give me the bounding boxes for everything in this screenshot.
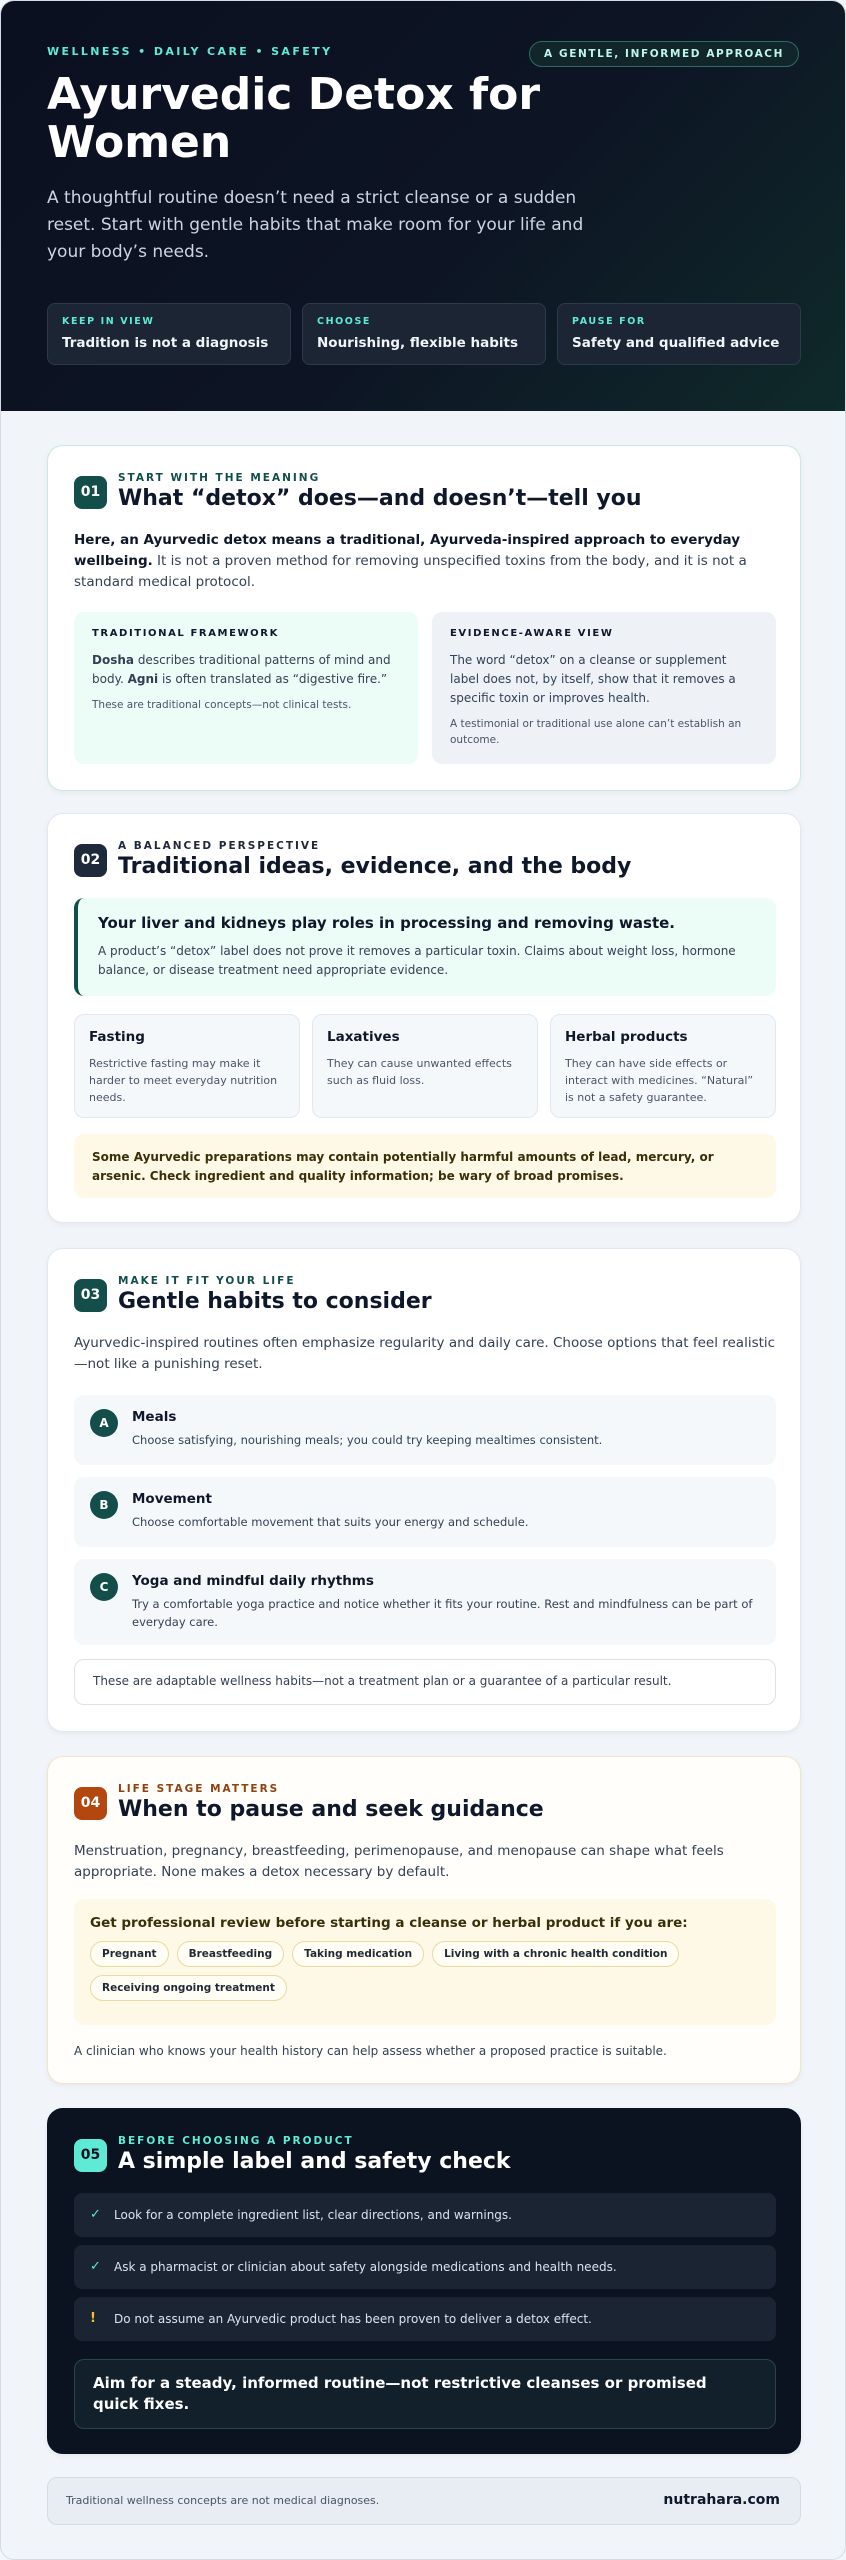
section-life-stage xyxy=(47,1756,801,2084)
habit-title: Yoga and mindful daily rhythms xyxy=(132,1573,374,1589)
check-text: Ask a pharmacist or clinician about safety alongside medications and health needs. xyxy=(114,2260,617,2274)
section-title: What “detox” does—and doesn’t—tell you xyxy=(118,486,642,511)
heavy-metals-warning: Some Ayurvedic preparations may contain potentially harmful amounts of lead, mercury, or arsenic. Check ingredient and quality information; be wary of broad promises. xyxy=(74,1134,776,1198)
hero-pill: A GENTLE, INFORMED APPROACH xyxy=(529,41,799,67)
section-intro: Menstruation, pregnancy, breastfeeding, perimenopause, and menopause can shape what feels appropriate. None makes a detox necessary by default. xyxy=(74,1843,724,1880)
section-number: 01 xyxy=(74,476,107,509)
risk-card-laxatives xyxy=(312,1014,538,1118)
chip-medication: Taking medication xyxy=(292,1941,424,1967)
box-heading: EVIDENCE-AWARE VIEW xyxy=(450,628,614,639)
habit-yoga xyxy=(74,1559,776,1645)
habit-text: Choose satisfying, nourishing meals; you could try keeping mealtimes consistent. xyxy=(132,1433,603,1447)
callout-text: A product’s “detox” label does not prove it removes a particular toxin. Claims about weight loss, hormone balance, or disease treatment need appropriate evidence. xyxy=(98,944,736,977)
box-text xyxy=(92,651,400,689)
hero-card-choose xyxy=(302,303,546,365)
check-icon: ✓ xyxy=(90,2207,101,2222)
risk-card-text: Restrictive fasting may make it harder to meet everyday nutrition needs. xyxy=(89,1057,278,1104)
hero-cards xyxy=(47,303,801,365)
check-item xyxy=(74,2193,776,2237)
check-icon: ✓ xyxy=(90,2259,101,2274)
footer xyxy=(47,2477,801,2525)
risk-card-title: Laxatives xyxy=(327,1029,400,1045)
term-agni: Agni xyxy=(127,672,159,686)
section-eyebrow: A BALANCED PERSPECTIVE xyxy=(118,840,321,852)
hero-card-value: Safety and qualified advice xyxy=(572,335,780,351)
hero-card-key: PAUSE FOR xyxy=(572,316,646,327)
hero-card-key: KEEP IN VIEW xyxy=(62,316,155,327)
section-eyebrow: BEFORE CHOOSING A PRODUCT xyxy=(118,2135,354,2147)
risk-card-title: Herbal products xyxy=(565,1029,688,1045)
chip-chronic-condition: Living with a chronic health condition xyxy=(432,1941,679,1967)
professional-review-box xyxy=(74,1899,776,2025)
check-text: Do not assume an Ayurvedic product has been proven to deliver a detox effect. xyxy=(114,2312,592,2326)
page-title: Ayurvedic Detox for Women xyxy=(47,69,541,168)
habit-movement xyxy=(74,1477,776,1547)
section-habits xyxy=(47,1248,801,1732)
hero-card-key: CHOOSE xyxy=(317,316,372,327)
habit-badge: C xyxy=(90,1573,118,1601)
intro-rest: It is not a proven method for removing unspecified toxins from the body, and it is not a standard medical protocol. xyxy=(74,553,747,590)
evidence-aware-box xyxy=(432,612,776,764)
term-dosha: Dosha xyxy=(92,653,134,667)
section-eyebrow: LIFE STAGE MATTERS xyxy=(118,1783,280,1795)
risk-cards xyxy=(74,1014,776,1118)
traditional-framework-box xyxy=(74,612,418,764)
box-note: A testimonial or traditional use alone can’t establish an outcome. xyxy=(450,718,742,746)
box-note: These are traditional concepts—not clinical tests. xyxy=(92,699,352,711)
section-title: A simple label and safety check xyxy=(118,2149,511,2174)
section-title: When to pause and seek guidance xyxy=(118,1797,544,1822)
check-item xyxy=(74,2245,776,2289)
section-intro xyxy=(74,530,776,593)
risk-card-text: They can cause unwanted effects such as fluid loss. xyxy=(327,1057,512,1087)
habit-badge: A xyxy=(90,1409,118,1437)
liver-kidney-callout xyxy=(74,898,776,996)
section-number: 02 xyxy=(74,844,107,877)
habit-title: Movement xyxy=(132,1491,212,1507)
section-number: 04 xyxy=(74,1787,107,1820)
section-number: 05 xyxy=(74,2139,107,2172)
section-meaning xyxy=(47,445,801,791)
callout-heading: Your liver and kidneys play roles in processing and removing waste. xyxy=(98,914,676,932)
section-perspective xyxy=(47,813,801,1223)
warning-icon: ! xyxy=(90,2311,96,2326)
section-outro: A clinician who knows your health history can help assess whether a proposed practice is suitable. xyxy=(74,2044,667,2058)
hero-card-keep xyxy=(47,303,291,365)
final-message: Aim for a steady, informed routine—not restrictive cleanses or promised quick fixes. xyxy=(74,2359,776,2429)
chip-pregnant: Pregnant xyxy=(90,1941,169,1967)
habits-note: These are adaptable wellness habits—not a treatment plan or a guarantee of a particular result. xyxy=(74,1659,776,1705)
hero-card-value: Tradition is not a diagnosis xyxy=(62,335,269,351)
check-text: Look for a complete ingredient list, clear directions, and warnings. xyxy=(114,2208,512,2222)
hero xyxy=(1,1,845,411)
box-text-part: describes traditional patterns of mind and body. xyxy=(92,653,391,686)
section-eyebrow: MAKE IT FIT YOUR LIFE xyxy=(118,1275,296,1287)
footer-note: Traditional wellness concepts are not medical diagnoses. xyxy=(66,2494,380,2507)
hero-subtitle: A thoughtful routine doesn’t need a strict cleanse or a sudden reset. Start with gentle habits that make room for your life and your body’s needs. xyxy=(47,188,584,262)
habit-text: Try a comfortable yoga practice and notice whether it fits your routine. Rest and mindfulness can be part of everyday care. xyxy=(132,1597,753,1629)
habit-meals xyxy=(74,1395,776,1465)
risk-card-title: Fasting xyxy=(89,1029,145,1045)
risk-card-herbal xyxy=(550,1014,776,1118)
hero-eyebrow: WELLNESS • DAILY CARE • SAFETY xyxy=(47,45,333,58)
intro-bold: Here, an Ayurvedic detox means a traditional, Ayurveda-inspired approach to everyday wellbeing. xyxy=(74,532,741,569)
box-heading: TRADITIONAL FRAMEWORK xyxy=(92,628,279,639)
review-heading: Get professional review before starting a cleanse or herbal product if you are: xyxy=(90,1915,688,1931)
habit-badge: B xyxy=(90,1491,118,1519)
habit-text: Choose comfortable movement that suits your energy and schedule. xyxy=(132,1515,529,1529)
box-text-part: is often translated as “digestive fire.” xyxy=(158,672,388,686)
habit-title: Meals xyxy=(132,1409,177,1425)
check-item xyxy=(74,2297,776,2341)
section-number: 03 xyxy=(74,1279,107,1312)
section-intro: Ayurvedic-inspired routines often emphasize regularity and daily care. Choose options that feel realistic—not like a punishing reset. xyxy=(74,1335,776,1372)
section-eyebrow: START WITH THE MEANING xyxy=(118,472,321,484)
hero-card-value: Nourishing, flexible habits xyxy=(317,335,518,351)
section-safety-check xyxy=(47,2108,801,2454)
site-link[interactable]: nutrahara.com xyxy=(663,2492,780,2508)
box-text: The word “detox” on a cleanse or supplement label does not, by itself, show that it removes a specific toxin or improves health. xyxy=(450,653,736,705)
section-title: Gentle habits to consider xyxy=(118,1289,432,1314)
chip-ongoing-treatment: Receiving ongoing treatment xyxy=(90,1975,287,2001)
hero-card-pause xyxy=(557,303,801,365)
section-title: Traditional ideas, evidence, and the body xyxy=(118,854,632,879)
chip-breastfeeding: Breastfeeding xyxy=(177,1941,285,1967)
risk-card-fasting xyxy=(74,1014,300,1118)
risk-card-text: They can have side effects or interact with medicines. “Natural” is not a safety guarantee. xyxy=(565,1057,754,1104)
condition-chips xyxy=(90,1941,760,2001)
